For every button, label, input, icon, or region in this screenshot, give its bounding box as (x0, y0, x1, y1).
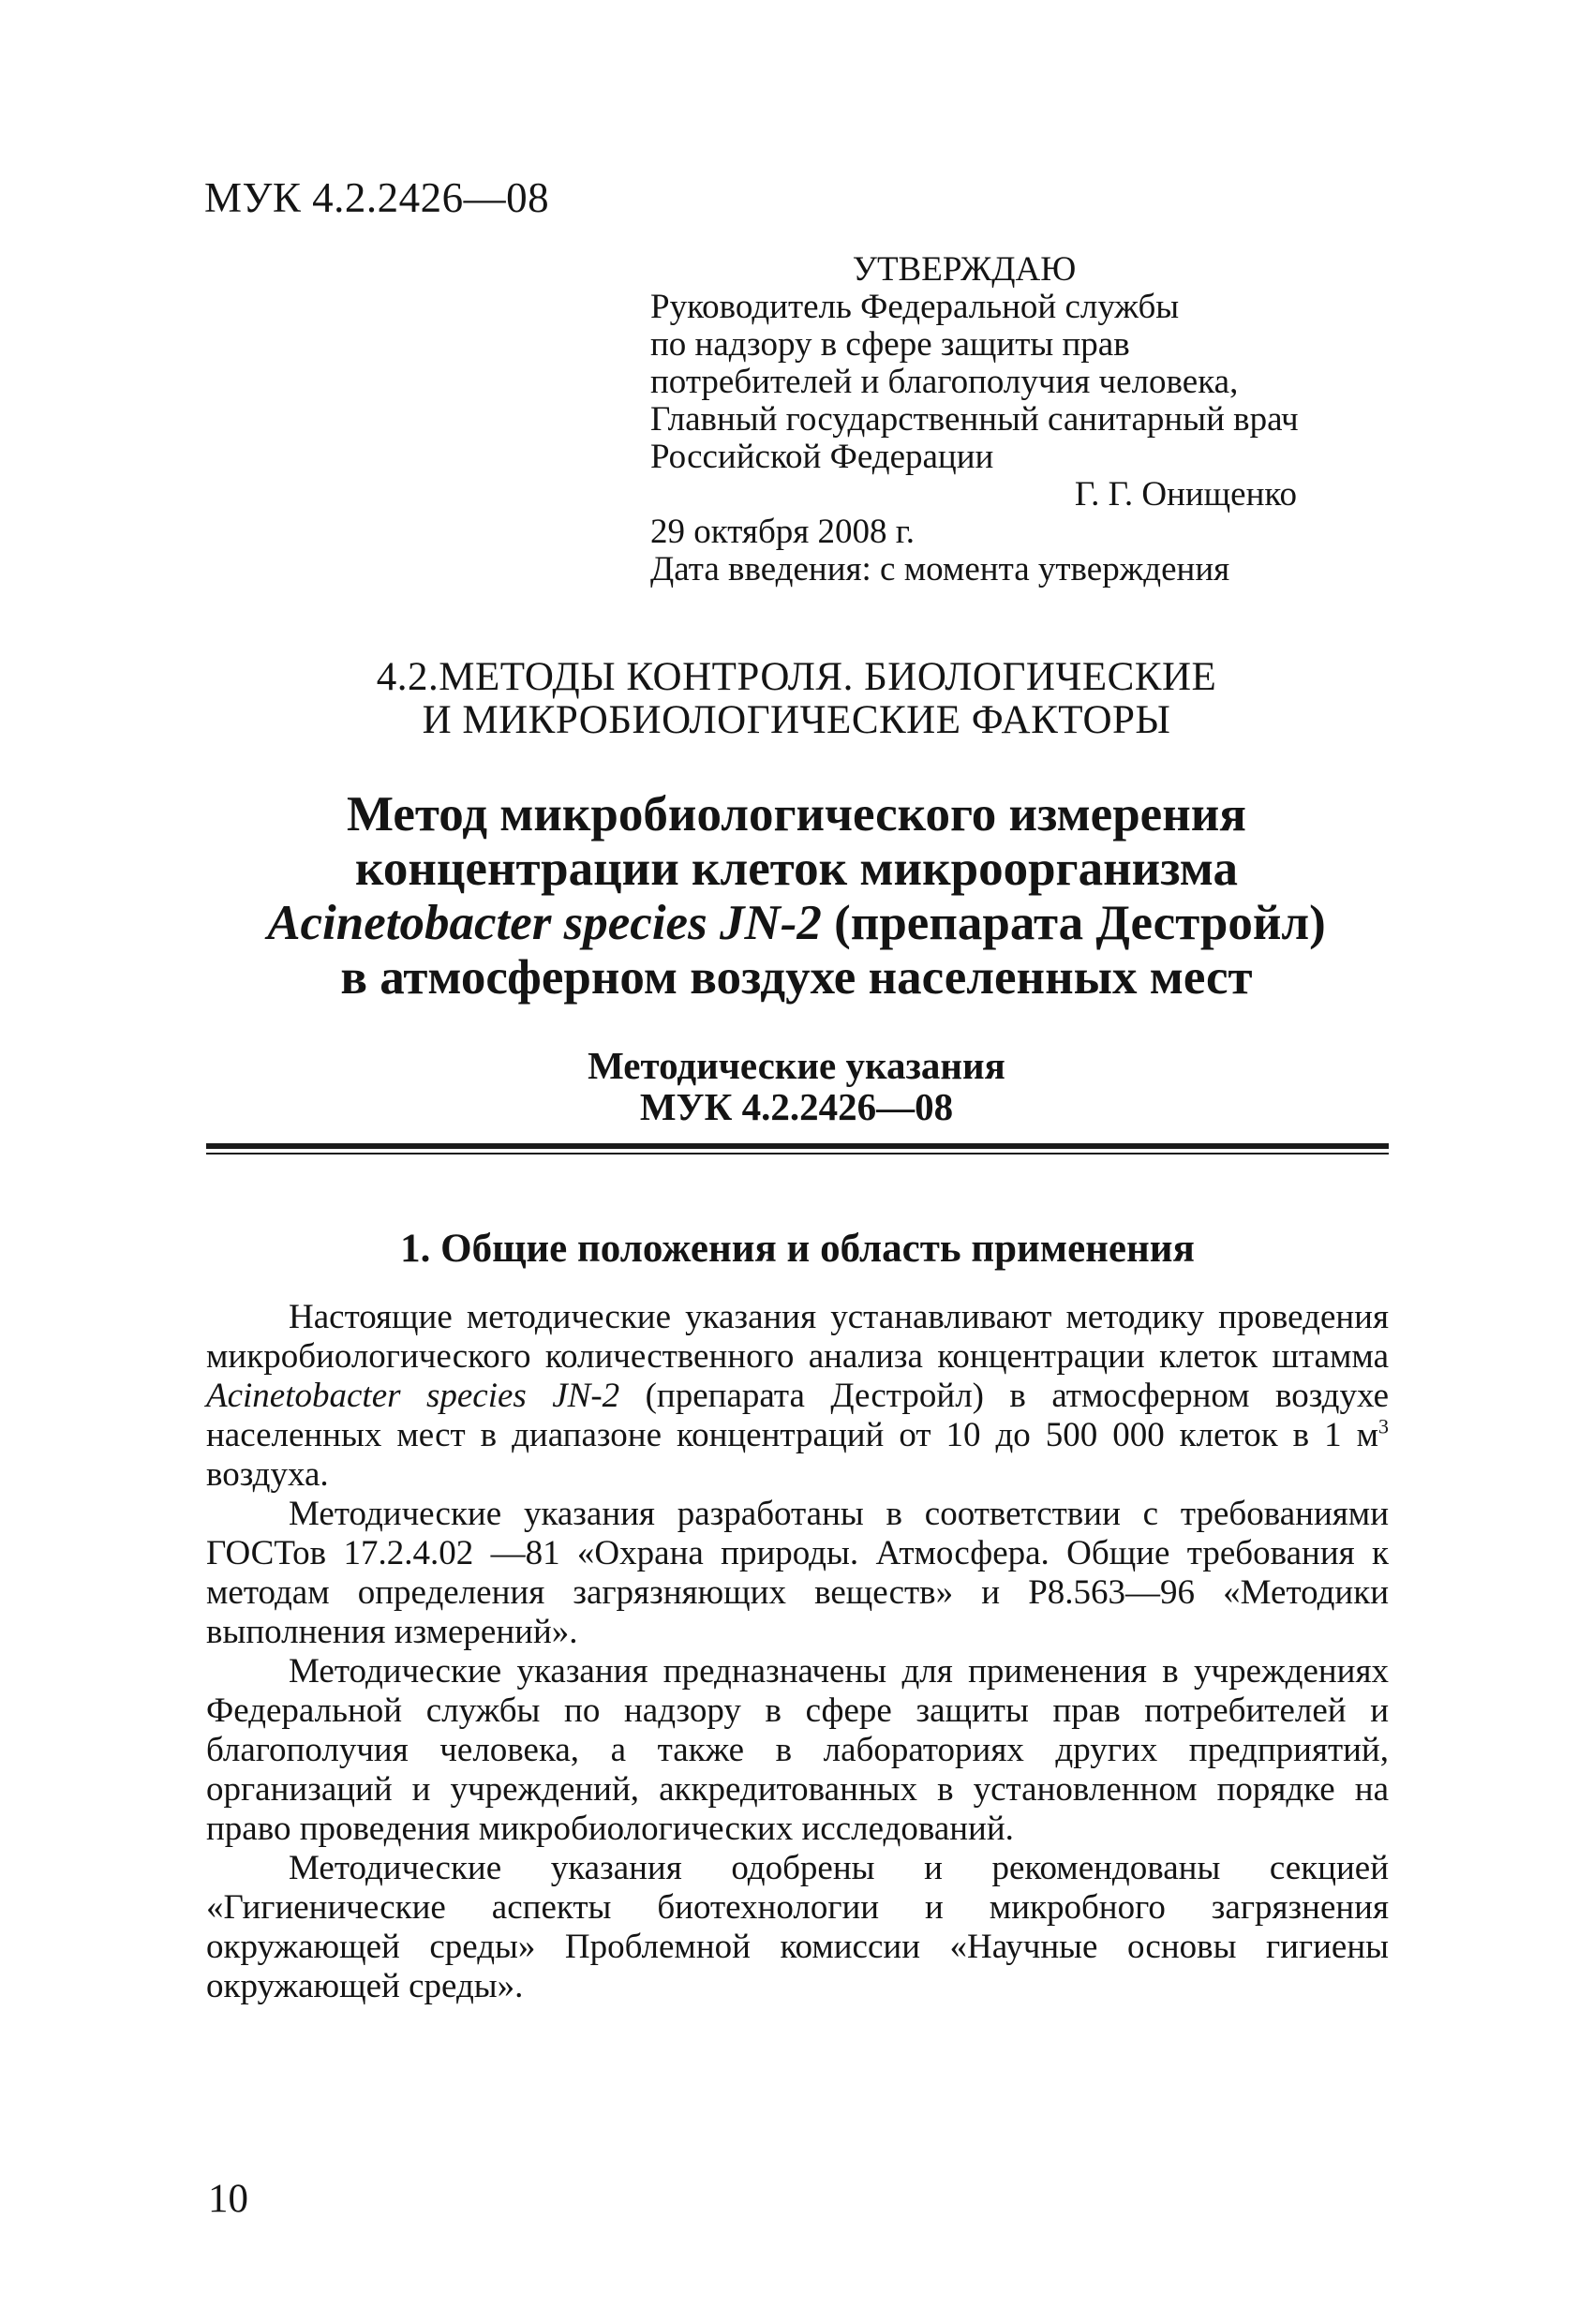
paragraph (206, 1298, 1389, 1495)
category-heading (234, 656, 1359, 742)
subtitle-code: МУК 4.2.2426—08 (639, 1085, 954, 1128)
page-number: 10 (208, 2177, 248, 2221)
document-title (206, 787, 1387, 1005)
superscript: 3 (1378, 1414, 1389, 1438)
approval-line: потребителей и благополучия человека, (650, 363, 1239, 401)
divider-thick (206, 1143, 1389, 1149)
title-line: Метод микробиологического измерения (347, 787, 1246, 842)
title-line-rest: (препарата Дестройл) (821, 896, 1326, 950)
paragraph: Методические указания предназначены для применения в учреждениях Федеральной службы по надзору в сфере защиты прав потребителей и благополучия человека, а также в лабораториях других предприятий, организаций и учреждений, аккредитованных в установленном порядке на право проведения микробиологических исследований. (206, 1652, 1389, 1848)
strain-name: Acinetobacter species JN-2 (206, 1377, 620, 1415)
paragraph: Методические указания одобрены и рекомендованы секцией «Гигиенические аспекты биотехнологии и микробного загрязнения окружающей среды» Проблемной комиссии «Научные основы гигиены окружающей среды». (206, 1849, 1389, 2005)
approval-line: Главный государственный санитарный врач (650, 400, 1299, 439)
section-heading: 1. Общие положения и область применения (400, 1227, 1195, 1271)
subtitle-line: Методические указания (588, 1044, 1005, 1087)
approval-line: по надзору в сфере защиты прав (650, 325, 1130, 364)
approval-date: 29 октября 2008 г. (650, 513, 916, 551)
approval-line: Руководитель Федеральной службы (650, 288, 1180, 326)
title-line: в атмосферном воздухе населенных мест (340, 950, 1253, 1005)
title-latin-name: Acinetobacter species JN-2 (267, 896, 822, 950)
paragraph-text: воздуха. (206, 1455, 329, 1494)
approval-signer: Г. Г. Онищенко (1074, 475, 1297, 514)
approval-word: УТВЕРЖДАЮ (852, 250, 1077, 289)
section-body (206, 1298, 1389, 2006)
paragraph: Методические указания разработаны в соответствии с требованиями ГОСТов 17.2.4.02 —81 «Охрана природы. Атмосфера. Общие требования к методам определения загрязняющих веществ» и Р8.563—96 «Методики выполнения измерений». (206, 1495, 1389, 1651)
document-code: МУК 4.2.2426—08 (204, 174, 550, 221)
paragraph-text: Настоящие методические указания устанавливают методику проведения микробиологического количественного анализа концентрации клеток штамма (206, 1298, 1389, 1376)
title-line (206, 896, 1387, 950)
title-line: концентрации клеток микроорганизма (355, 842, 1238, 896)
approval-line: Российской Федерации (650, 438, 994, 476)
paragraph-text: (препарата Дестройл) в атмосферном воздухе населенных мест в диапазоне концентраций от 10 до 500 000 клеток в 1 м (206, 1377, 1389, 1454)
category-line: 4.2.МЕТОДЫ КОНТРОЛЯ. БИОЛОГИЧЕСКИЕ (376, 655, 1217, 699)
category-line: И МИКРОБИОЛОГИЧЕСКИЕ ФАКТОРЫ (422, 698, 1171, 742)
divider-thin (206, 1153, 1389, 1155)
document-subtitle (281, 1045, 1312, 1127)
approval-effective-date: Дата введения: с момента утверждения (650, 550, 1230, 588)
approval-block (650, 251, 1391, 588)
